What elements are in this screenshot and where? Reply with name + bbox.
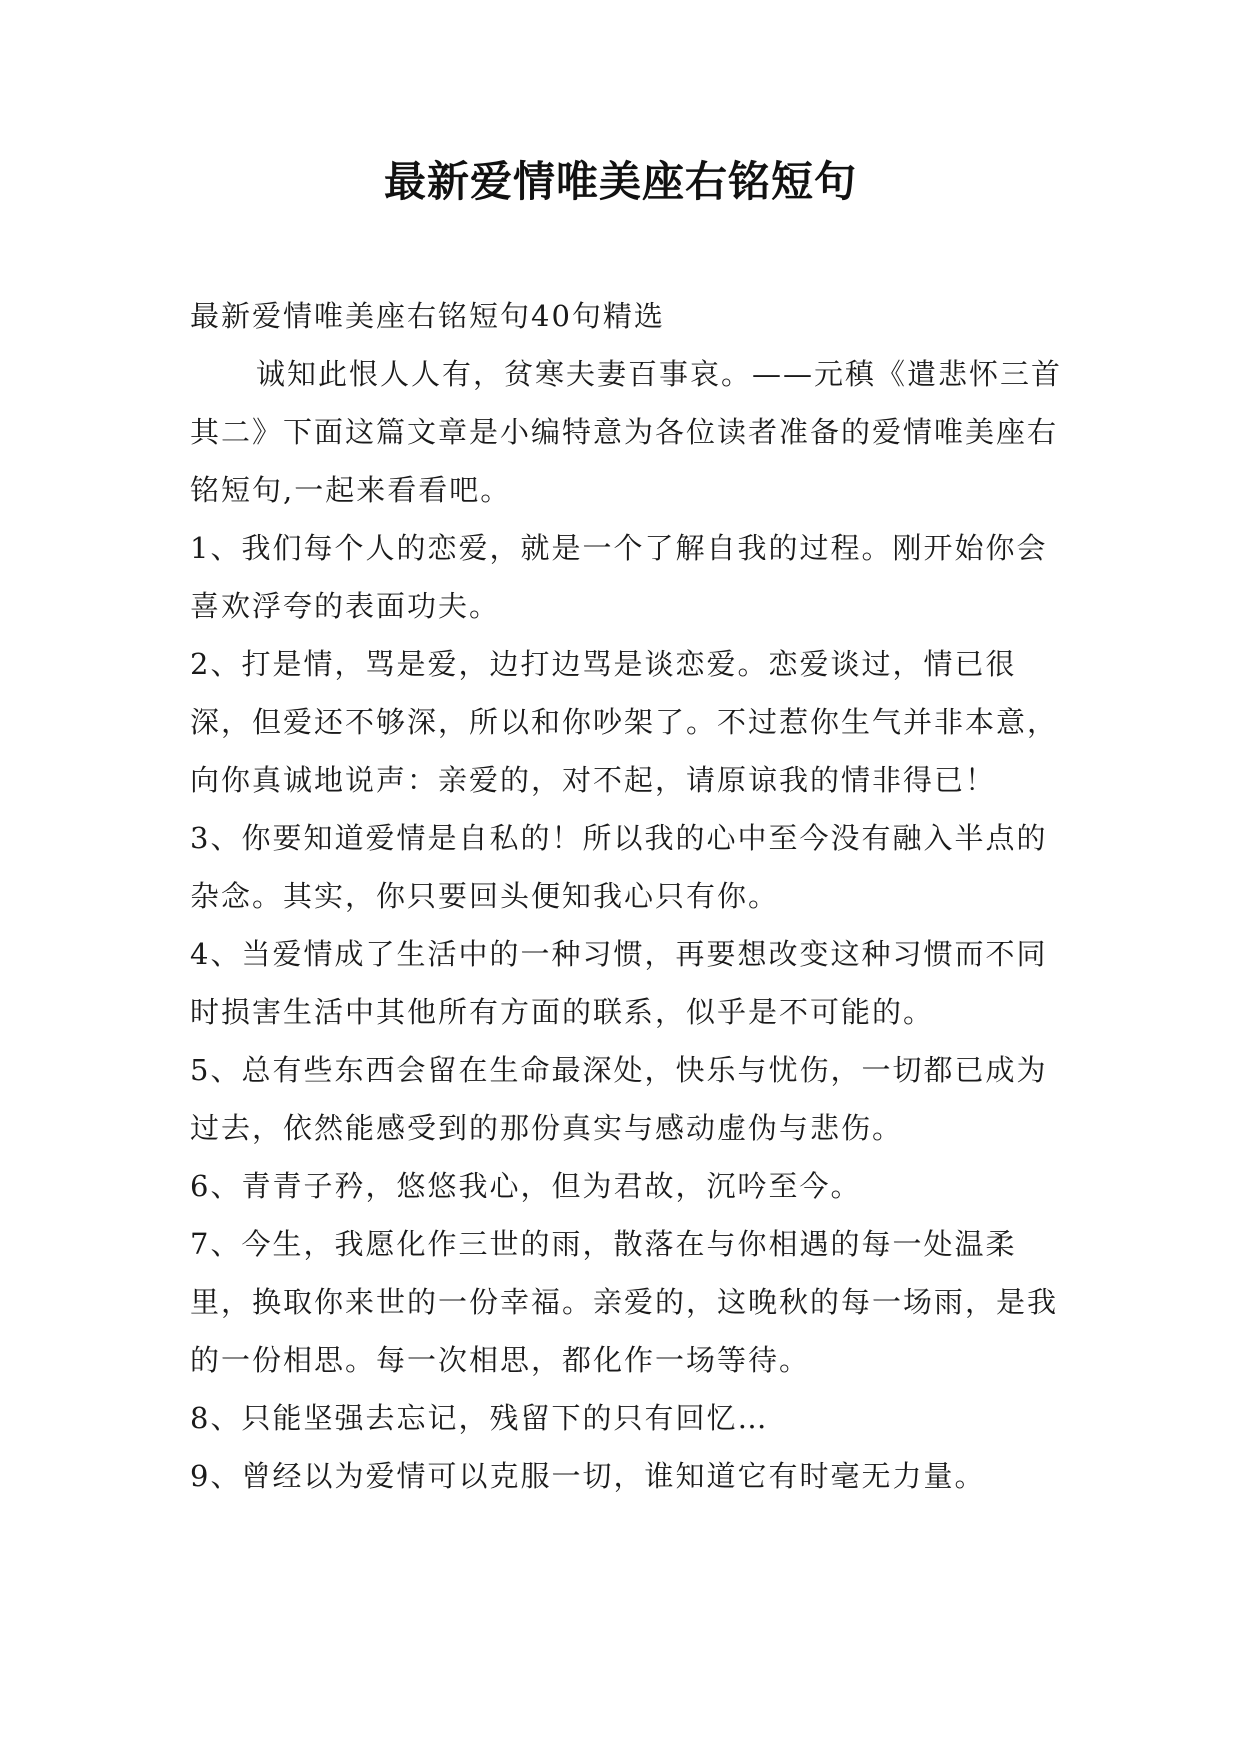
document-subtitle: 最新爱情唯美座右铭短句40句精选 <box>190 299 665 333</box>
quote-item-8: 8、只能坚强去忘记，残留下的只有回忆… <box>190 1401 769 1435</box>
document-body <box>190 287 1070 1505</box>
intro-paragraph: 诚知此恨人人有，贫寒夫妻百事哀。——元稹《遣悲怀三首其二》下面这篇文章是小编特意为各位读者准备的爱情唯美座右铭短句,一起来看看吧。 <box>190 357 1063 507</box>
quote-item-1: 1、我们每个人的恋爱，就是一个了解自我的过程。刚开始你会喜欢浮夸的表面功夫。 <box>190 531 1048 623</box>
quote-item-4: 4、当爱情成了生活中的一种习惯，再要想改变这种习惯而不同时损害生活中其他所有方面的联系，似乎是不可能的。 <box>190 937 1048 1029</box>
document-title: 最新爱情唯美座右铭短句 <box>383 157 857 206</box>
quote-item-3: 3、你要知道爱情是自私的！所以我的心中至今没有融入半点的杂念。其实，你只要回头便知我心只有你。 <box>190 821 1048 913</box>
quote-item-6: 6、青青子矜，悠悠我心，但为君故，沉吟至今。 <box>190 1169 862 1203</box>
quote-item-9: 9、曾经以为爱情可以克服一切，谁知道它有时毫无力量。 <box>190 1459 986 1493</box>
quote-item-5: 5、总有些东西会留在生命最深处，快乐与忧伤，一切都已成为过去，依然能感受到的那份真实与感动虚伪与悲伤。 <box>190 1053 1048 1145</box>
quote-item-2: 2、打是情，骂是爱，边打边骂是谈恋爱。恋爱谈过，情已很深，但爱还不够深，所以和你吵架了。不过惹你生气并非本意，向你真诚地说声：亲爱的，对不起，请原谅我的情非得已！ <box>190 647 1059 797</box>
quote-item-7: 7、今生，我愿化作三世的雨，散落在与你相遇的每一处温柔里，换取你来世的一份幸福。亲爱的，这晚秋的每一场雨，是我的一份相思。每一次相思，都化作一场等待。 <box>190 1227 1059 1377</box>
